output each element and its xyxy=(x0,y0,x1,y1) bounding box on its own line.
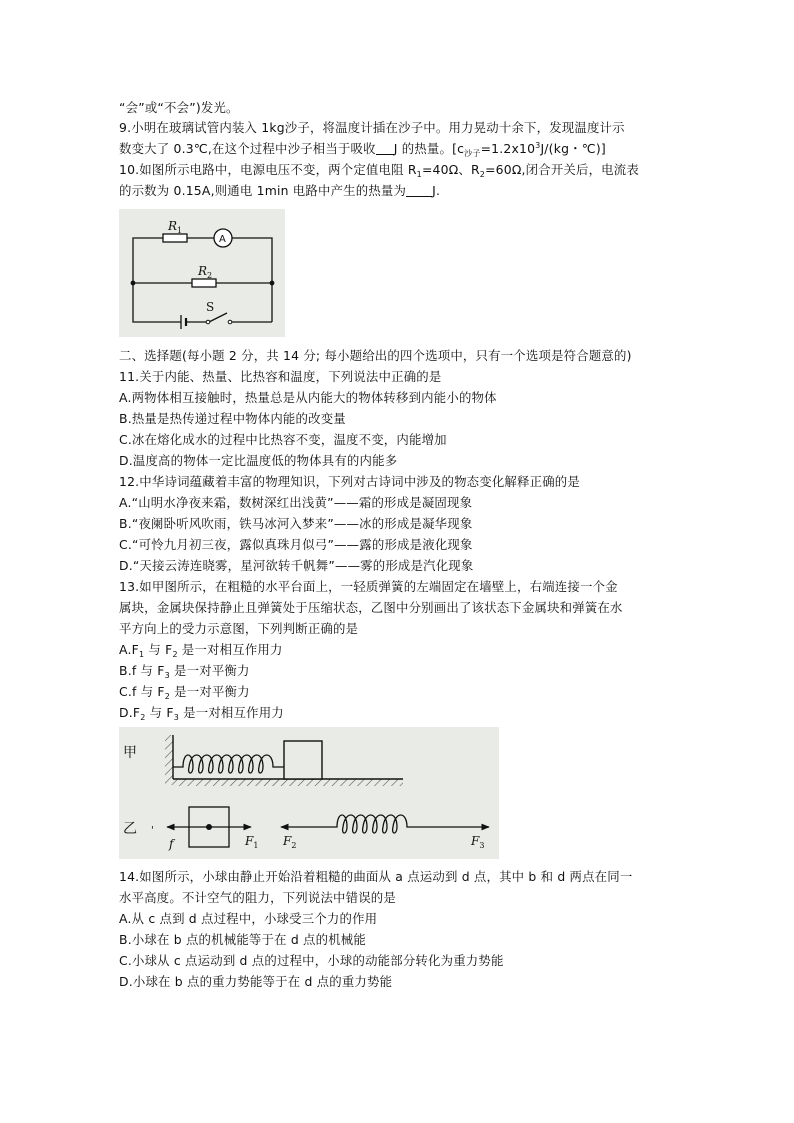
q13-stem-2 xyxy=(119,598,679,618)
table-hatch xyxy=(173,779,403,786)
text: 10.如图所示电路中，电源电压不变，两个定值电阻 R xyxy=(119,162,417,177)
text: 水平高度。不计空气的阻力，下列说法中错误的是 xyxy=(119,890,396,905)
text: C.“可怜九月初三夜，露似真珠月似弓”——露的形成是液化现象 xyxy=(119,537,473,552)
q13-option-b xyxy=(119,661,679,681)
q10-line2 xyxy=(119,181,679,201)
q13-option-d xyxy=(119,703,679,723)
resistor-r2 xyxy=(192,279,216,287)
text: =60Ω,闭合开关后，电流表 xyxy=(485,162,639,177)
text: A.“山明水净夜来霜，数树深红出浅黄”——霜的形成是凝固现象 xyxy=(119,495,473,510)
q13-option-c xyxy=(119,682,679,702)
q14-stem-1 xyxy=(119,867,679,887)
q9-line2 xyxy=(119,139,679,159)
q12-stem xyxy=(119,472,679,492)
spring-force-diagram xyxy=(119,727,499,859)
text: 二、选择题(每小题 2 分，共 14 分; 每小题给出的四个选项中，只有一个选项是符合题意的) xyxy=(119,348,632,363)
text: A.两物体相互接触时，热量总是从内能大的物体转移到内能小的物体 xyxy=(119,390,497,405)
q13-stem-1 xyxy=(119,577,679,597)
text: 是一对平衡力 xyxy=(169,663,250,678)
text: B.f 与 F xyxy=(119,663,165,678)
q10-line1 xyxy=(119,160,679,180)
text: J/(kg・℃)] xyxy=(540,141,606,156)
label-yi: 乙 xyxy=(123,821,137,837)
q13-stem-3 xyxy=(119,619,679,639)
text: 13.如甲图所示，在粗糙的水平台面上，一轻质弹簧的左端固定在墙壁上，右端连接一个金 xyxy=(119,579,618,594)
metal-block xyxy=(284,741,322,779)
label-jia: 甲 xyxy=(123,745,137,761)
q12-option-b xyxy=(119,514,679,534)
text: 9.小明在玻璃试管内装入 1kg沙子，将温度计插在沙子中。用力晃动十余下，发现温度计示 xyxy=(119,120,625,135)
text: A.从 c 点到 d 点过程中，小球受三个力的作用 xyxy=(119,911,378,926)
spring-svg xyxy=(119,727,499,859)
text: 14.如图所示，小球由静止开始沿着粗糙的曲面从 a 点运动到 d 点，其中 b 和 d 两点在同一 xyxy=(119,869,633,884)
text: 是一对相互作用力 xyxy=(177,642,283,657)
subscript: 2 xyxy=(479,170,486,179)
subscript: 3 xyxy=(173,713,180,722)
text: J. xyxy=(432,183,441,198)
text: D.温度高的物体一定比温度低的物体具有的内能多 xyxy=(119,453,398,468)
subscript: 1 xyxy=(416,170,422,179)
subscript: 2 xyxy=(164,692,171,701)
text: B.热量是热传递过程中物体内能的改变量 xyxy=(119,411,346,426)
text: 12.中华诗词蕴藏着丰富的物理知识，下列对古诗词中涉及的物态变化解释正确的是 xyxy=(119,474,580,489)
text: A.F xyxy=(119,642,139,657)
q13-option-a xyxy=(119,640,679,660)
text: 与 F xyxy=(144,642,173,657)
text: D.“天接云涛连晓雾，星河欲转千帆舞”——雾的形成是汽化现象 xyxy=(119,558,474,573)
q11-option-a xyxy=(119,388,679,408)
r1-label: $R_1$ xyxy=(168,219,183,235)
q14-option-c xyxy=(119,951,679,971)
text: B.小球在 b 点的机械能等于在 d 点的机械能 xyxy=(119,932,366,947)
text: =1.2x10 xyxy=(480,141,536,156)
subscript: 2 xyxy=(140,713,146,722)
label-f: f xyxy=(169,837,174,851)
q8-tail xyxy=(119,98,679,118)
text: D.小球在 b 点的重力势能等于在 d 点的重力势能 xyxy=(119,974,393,989)
label-yi-mark: ' xyxy=(151,825,154,836)
answer-blank xyxy=(406,183,432,197)
q11-option-b xyxy=(119,409,679,429)
text: 的示数为 0.15A,则通电 1min 电路中产生的热量为 xyxy=(119,183,407,198)
label-F3: $F_3$ xyxy=(471,834,485,850)
switch-contact xyxy=(228,320,232,324)
circuit-svg xyxy=(119,209,285,337)
subscript: 沙子 xyxy=(464,149,481,158)
text: 平方向上的受力示意图，下列判断正确的是 xyxy=(119,621,359,636)
text: C.冰在熔化成水的过程中比热容不变，温度不变，内能增加 xyxy=(119,432,447,447)
q12-option-a xyxy=(119,493,679,513)
q11-option-d xyxy=(119,451,679,471)
text: 数变大了 0.3℃,在这个过程中沙子相当于吸收 xyxy=(119,141,376,156)
q9-line1 xyxy=(119,118,679,138)
text: 属块，金属块保持静止且弹簧处于压缩状态，乙图中分别画出了该状态下金属块和弹簧在水 xyxy=(119,600,623,615)
text: C.f 与 F xyxy=(119,684,165,699)
circuit-diagram xyxy=(119,209,285,337)
text: 是一对平衡力 xyxy=(170,684,250,699)
text: =40Ω、R xyxy=(421,162,480,177)
text: B.“夜阑卧听风吹雨，铁马冰河入梦来”——冰的形成是凝华现象 xyxy=(119,516,473,531)
text: 11.关于内能、热量、比热容和温度，下列说法中正确的是 xyxy=(119,369,442,384)
q11-stem xyxy=(119,367,679,387)
q14-stem-2 xyxy=(119,888,679,908)
switch-contact xyxy=(206,320,210,324)
switch-label: S xyxy=(206,300,215,314)
ammeter-label: A xyxy=(219,234,226,245)
q11-option-c xyxy=(119,430,679,450)
text: C.小球从 c 点运动到 d 点的过程中，小球的动能部分转化为重力势能 xyxy=(119,953,504,968)
subscript: 2 xyxy=(172,650,178,659)
text: 是一对相互作用力 xyxy=(179,705,284,720)
label-F1: $F_1$ xyxy=(245,834,259,850)
answer-blank xyxy=(376,141,394,155)
q14-option-a xyxy=(119,909,679,929)
text: 与 F xyxy=(145,705,174,720)
resistor-r1 xyxy=(163,234,187,242)
label-F2: $F_2$ xyxy=(283,834,297,850)
q14-option-b xyxy=(119,930,679,950)
wall-hatch xyxy=(165,735,173,785)
q12-option-d xyxy=(119,556,679,576)
subscript: 1 xyxy=(138,650,145,659)
junction-dot xyxy=(270,281,275,286)
text: D.F xyxy=(119,705,141,720)
r2-label: $R_2$ xyxy=(198,264,213,280)
q12-option-c xyxy=(119,535,679,555)
text: “会”或“不会”)发光。 xyxy=(119,100,239,115)
superscript: 3 xyxy=(535,140,541,150)
q14-option-d xyxy=(119,972,679,992)
text: J 的热量。[c xyxy=(393,141,465,156)
section-2-heading xyxy=(119,346,679,366)
subscript: 3 xyxy=(164,671,170,680)
junction-dot xyxy=(131,281,136,286)
